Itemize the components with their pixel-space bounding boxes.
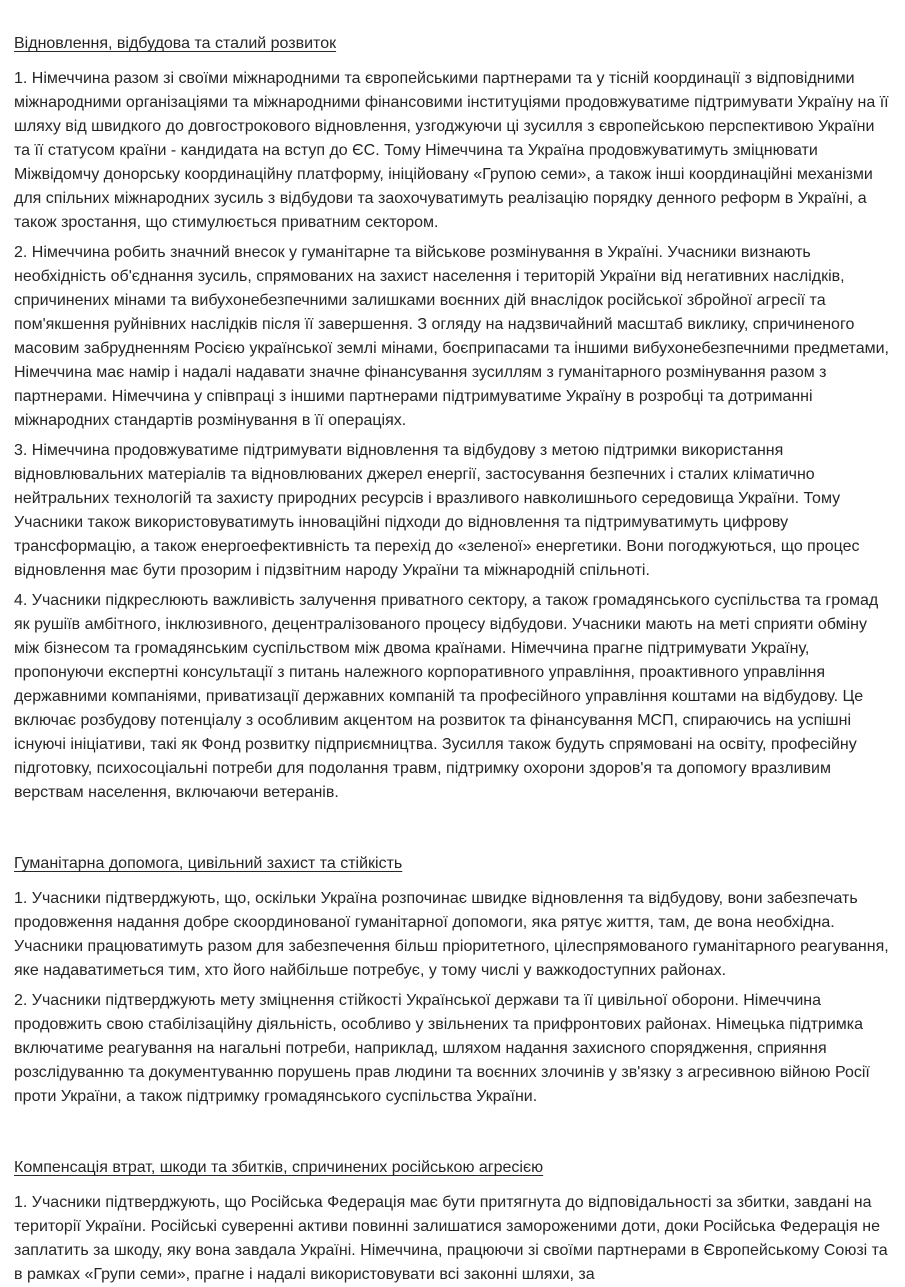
section-humanitarian-aid — [14, 852, 889, 1109]
paragraph: 4. Учасники підкреслюють важливість залучення приватного сектору, а також громадянського суспільства та громад як рушіїв амбітного, інклюзивного, децентралізованого процесу відбудови. Учасники мають на меті сприяти обміну між бізнесом та громадянським суспільством між двома країнами. Німеччина прагне підтримувати Україну, пропонуючи експертні консультації з питань належного корпоративного управління, проактивного управління державними компаніями, приватизації державних компаній та професійного управління коштами на відбудову. Це включає розбудову потенціалу з особливим акцентом на розвиток та фінансування МСП, спираючись на успішні існуючі ініціативи, такі як Фонд розвитку підприємництва. Зусилля також будуть спрямовані на освіту, професійну підготовку, психосоціальні потреби для подолання травм, підтримку охорони здоров'я та допомогу вразливим верствам населення, включаючи ветеранів. — [14, 592, 879, 801]
paragraph: 1. Німеччина разом зі своїми міжнародними та європейськими партнерами та у тісній координації з відповідними міжнародними організаціями та міжнародними фінансовими інституціями продовжуватиме підтримувати Україну на її шляху від швидкого до довгострокового відновлення, узгоджуючи ці зусилля з європейською перспективою України та її статусом країни - кандидата на вступ до ЄС. Тому Німеччина та Україна продовжуватимуть зміцнювати Міжвідомчу донорську координаційну платформу, ініційовану «Групою семи», а також інші координаційні механізми для спільних міжнародних зусиль з відбудови та заохочуватимуть реалізацію порядку денного реформ в Україні, а також зростання, що стимулюється приватним сектором. — [14, 70, 889, 231]
paragraph: 2. Німеччина робить значний внесок у гуманітарне та військове розмінування в Україні. Учасники визнають необхідність об'єднання зусиль, спрямованих на захист населення і територій України від негативних наслідків, спричинених мінами та вибухонебезпечними залишками воєнних дій внаслідок російської збройної агресії та пом'якшення руйнівних наслідків після її завершення. З огляду на надзвичайний масштаб виклику, спричиненого масовим забрудненням Росією української землі мінами, боєприпасами та іншими вибухонебезпечними предметами, Німеччина має намір і надалі надавати значне фінансування зусиллям з гуманітарного розмінування разом з партнерами. Німеччина у співпраці з іншими партнерами підтримуватиме Україну в розробці та дотриманні міжнародних стандартів розмінування в її операціях. — [14, 244, 889, 429]
section-recovery-reconstruction — [14, 32, 889, 805]
paragraph: 2. Учасники підтверджують мету зміцнення стійкості Української держави та її цивільної оборони. Німеччина продовжить свою стабілізаційну діяльність, особливо у звільнених та прифронтових районах. Німецька підтримка включатиме реагування на нагальні потреби, наприклад, шляхом надання захисного спорядження, сприяння розслідуванню та документуванню порушень прав людини та воєнних злочинів у зв'язку з агресивною війною Росії проти України, а також підтримку громадянського суспільства України. — [14, 992, 870, 1105]
section-heading-recovery: Відновлення, відбудова та сталий розвиток — [14, 35, 337, 52]
section-heading-humanitarian: Гуманітарна допомога, цивільний захист та стійкість — [14, 855, 403, 872]
paragraph: 1. Учасники підтверджують, що, оскільки Україна розпочинає швидке відновлення та відбудову, вони забезпечать продовження надання добре скоординованої гуманітарної допомоги, яка рятує життя, там, де вона необхідна. Учасники працюватимуть разом для забезпечення більш пріоритетного, цілеспрямованого гуманітарного реагування, яке надаватиметься тим, хто його найбільше потребує, у тому числі у важкодоступних районах. — [14, 890, 889, 979]
section-compensation — [14, 1156, 889, 1287]
paragraph: 1. Учасники підтверджують, що Російська Федерація має бути притягнута до відповідальності за збитки, завдані на території України. Російські суверенні активи повинні залишатися замороженими доти, доки Російська Федерація не заплатить за шкоду, яку вона завдала Україні. Німеччина, працюючи зі своїми партнерами в Європейському Союзі та в рамках «Групи семи», прагне і надалі використовувати всі законні шляхи, за — [14, 1194, 888, 1283]
section-heading-compensation: Компенсація втрат, шкоди та збитків, спричинених російською агресією — [14, 1159, 544, 1176]
paragraph: 3. Німеччина продовжуватиме підтримувати відновлення та відбудову з метою підтримки використання відновлювальних матеріалів та відновлюваних джерел енергії, застосування безпечних і сталих кліматично нейтральних технологій та захисту природних ресурсів і вразливого навколишнього середовища України. Тому Учасники також використовуватимуть інноваційні підходи до відновлення та підтримуватимуть цифрову трансформацію, а також енергоефективність та перехід до «зеленої» енергетики. Вони погоджуються, що процес відновлення має бути прозорим і підзвітним народу України та міжнародній спільноті. — [14, 442, 860, 579]
